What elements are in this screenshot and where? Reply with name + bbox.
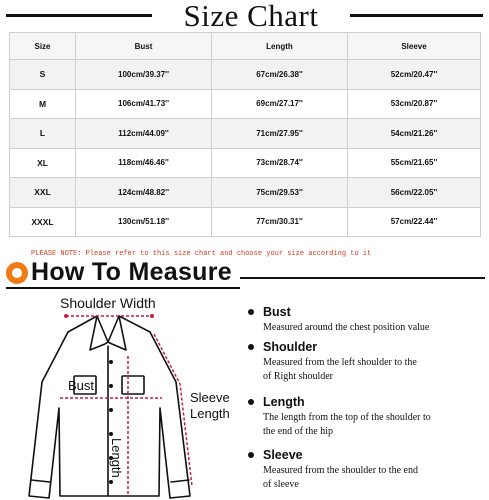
table-row xyxy=(10,178,481,208)
bullet-icon xyxy=(248,309,254,315)
ring-bullet-icon xyxy=(6,262,28,284)
cell-size: XL xyxy=(10,148,76,178)
label-length: Length xyxy=(109,438,124,478)
size-note: PLEASE NOTE: Please refer to this size chart and choose your size according to it xyxy=(31,250,372,258)
measure-item-length xyxy=(248,395,483,439)
label-shoulder-width: Shoulder Width xyxy=(60,295,156,311)
cell-size: XXXL xyxy=(10,207,76,237)
cell-size: M xyxy=(10,89,76,119)
measure-desc xyxy=(263,356,483,384)
desc-line: Measured around the chest position value xyxy=(263,322,430,333)
measure-desc xyxy=(263,464,483,492)
cell-size: S xyxy=(10,60,76,90)
cell-sleeve: 52cm/20.47'' xyxy=(348,60,481,90)
section-rule xyxy=(240,277,485,279)
bullet-icon xyxy=(248,452,254,458)
cell-sleeve: 54cm/21.26'' xyxy=(348,119,481,149)
cell-size: L xyxy=(10,119,76,149)
cell-bust: 106cm/41.73'' xyxy=(76,89,212,119)
cell-bust: 100cm/39.37'' xyxy=(76,60,212,90)
measure-item-shoulder xyxy=(248,340,483,384)
bullet-icon xyxy=(248,344,254,350)
cell-bust: 130cm/51.18'' xyxy=(76,207,212,237)
desc-line: Measured from the shoulder to the end xyxy=(263,465,418,476)
measure-desc xyxy=(263,321,483,335)
cell-sleeve: 57cm/22.44'' xyxy=(348,207,481,237)
table-row xyxy=(10,119,481,149)
cell-length: 77cm/30.31'' xyxy=(212,207,348,237)
label-sleeve-length-2: Length xyxy=(190,406,230,421)
how-to-measure-title: How To Measure xyxy=(31,258,232,286)
header-sleeve: Sleeve xyxy=(348,33,481,60)
cell-length: 71cm/27.95'' xyxy=(212,119,348,149)
cell-length: 67cm/26.38'' xyxy=(212,60,348,90)
measure-name: Bust xyxy=(263,305,291,319)
title-rule-right xyxy=(350,14,483,17)
table-row xyxy=(10,60,481,90)
title-rule-left xyxy=(6,14,152,17)
header-bust: Bust xyxy=(76,33,212,60)
size-table xyxy=(9,32,481,237)
header-size: Size xyxy=(10,33,76,60)
size-chart-header xyxy=(0,0,489,33)
desc-line: the end of the hip xyxy=(263,426,333,437)
label-bust: Bust xyxy=(68,378,95,393)
bullet-icon xyxy=(248,399,254,405)
cell-bust: 112cm/44.09'' xyxy=(76,119,212,149)
table-row xyxy=(10,207,481,237)
desc-line: of sleeve xyxy=(263,479,299,490)
cell-bust: 124cm/48.82'' xyxy=(76,178,212,208)
measure-name: Shoulder xyxy=(263,340,318,354)
cell-bust: 118cm/46.46'' xyxy=(76,148,212,178)
table-header-row xyxy=(10,33,481,60)
measure-item-bust xyxy=(248,305,483,335)
table-row xyxy=(10,148,481,178)
cell-length: 73cm/28.74'' xyxy=(212,148,348,178)
measure-item-sleeve xyxy=(248,448,483,492)
table-row xyxy=(10,89,481,119)
cell-sleeve: 55cm/21.65'' xyxy=(348,148,481,178)
measure-name: Length xyxy=(263,395,305,409)
desc-line: Measured from the left shoulder to the xyxy=(263,357,417,368)
page-title: Size Chart xyxy=(183,0,319,33)
label-sleeve-length-1: Sleeve xyxy=(190,390,230,405)
desc-line: The length from the top of the shoulder to xyxy=(263,412,431,423)
cell-length: 69cm/27.17'' xyxy=(212,89,348,119)
measure-name: Sleeve xyxy=(263,448,303,462)
section-underline xyxy=(6,287,240,289)
shirt-measure-diagram xyxy=(0,290,240,500)
desc-line: of Right shoulder xyxy=(263,371,333,382)
cell-size: XXL xyxy=(10,178,76,208)
header-length: Length xyxy=(212,33,348,60)
cell-length: 75cm/29.53'' xyxy=(212,178,348,208)
measure-desc xyxy=(263,411,483,439)
cell-sleeve: 56cm/22.05'' xyxy=(348,178,481,208)
cell-sleeve: 53cm/20.87'' xyxy=(348,89,481,119)
